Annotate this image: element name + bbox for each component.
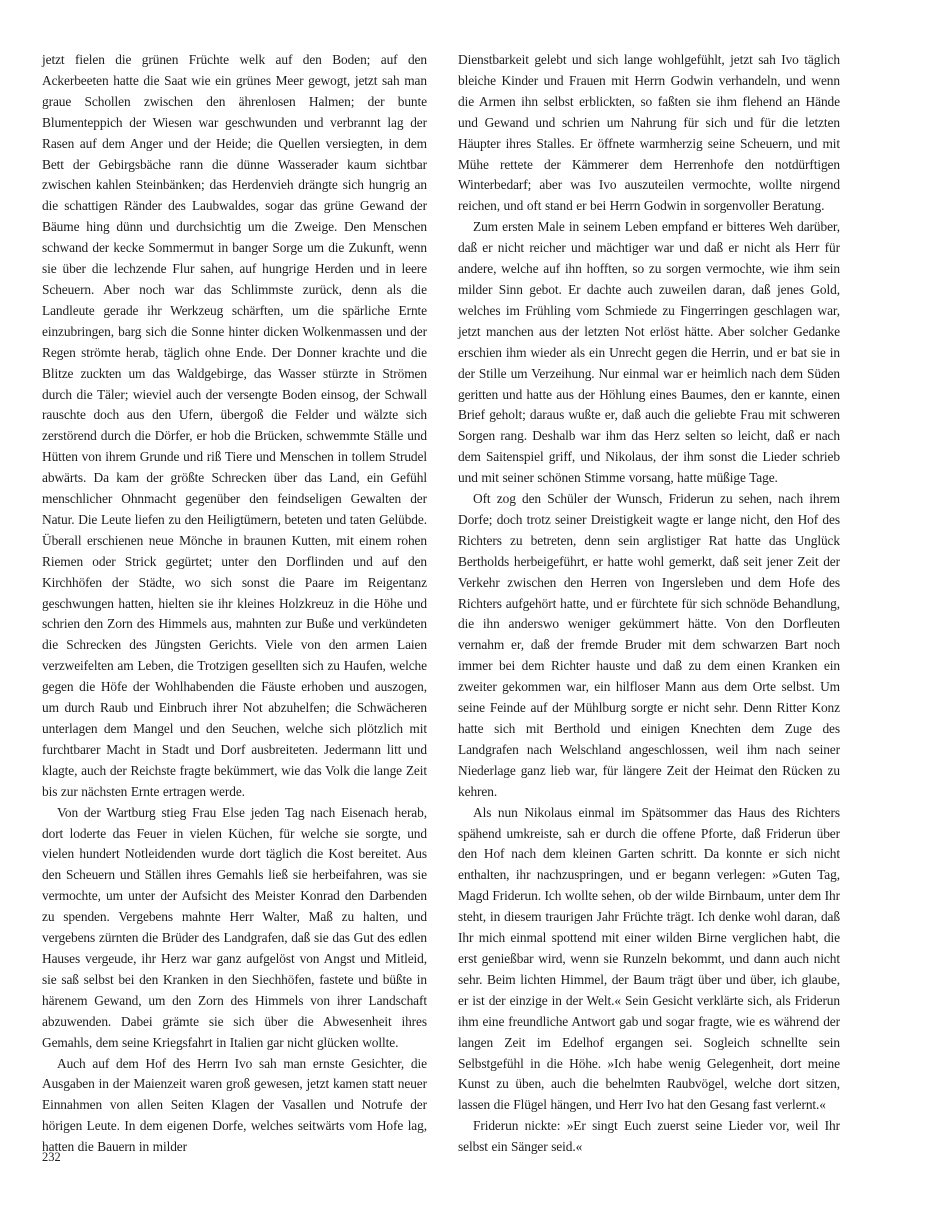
paragraph: Auch auf dem Hof des Herrn Ivo sah man ernste Gesichter, die Ausgaben in der Maienzeit waren groß gewesen, jetzt kamen statt neuer Einnahmen von allen Seiten Klagen der Vasallen und Notrufe der hörigen Leute. In dem eigenen Dorfe, welches seitwärts vom Hofe lag, hatten die Bauern in milder bbox=[42, 1055, 427, 1155]
right-column bbox=[458, 50, 840, 1158]
paragraph: Friderun nickte: »Er singt Euch zuerst seine Lieder vor, weil Ihr selbst ein Sänger seid.« bbox=[458, 1118, 840, 1155]
left-column bbox=[42, 50, 427, 1158]
paragraph: Dienstbarkeit gelebt und sich lange wohlgefühlt, jetzt sah Ivo täglich bleiche Kinder und Frauen mit Herrn Godwin verhandeln, und wenn die Armen ihn selbst erblickten, so faßten sie ihm flehend an Hände und Gewand und schrien um Nahrung für sich und für die letzten Häupter ihres Stalles. Er öffnete warmherzig seine Scheuern, und mit Mühe rettete der Kämmerer dem Herrenhofe den notdürftigen Winterbedarf; aber was Ivo auszuteilen vermochte, wollte nirgend reichen, und oft stand er bei Herrn Godwin in sorgenvoller Beratung. bbox=[458, 52, 840, 214]
text-block bbox=[42, 50, 840, 1158]
paragraph: Zum ersten Male in seinem Leben empfand er bitteres Weh darüber, daß er nicht reicher und mächtiger war und daß er nicht als Herr für andere, welche auf ihn hofften, so zu sorgen vermochte, wie ihm sein milder Sinn gebot. Er dachte auch zuweilen daran, daß jenes Gold, welches im Frühling vom Schmiede zu Fingerringen geschlagen war, jetzt manchen aus der letzten Not erlöst hätte. Aber solcher Gedanke erschien ihm wieder als ein Unrecht gegen die Herrin, und er bat sie in der Stille um Verzeihung. Nur einmal war er heimlich nach dem Süden geritten und hatte aus der Höhlung eines Baumes, den er kannte, einen Brief geholt; daraus wußte er, daß auch die geliebte Frau mit schweren Sorgen rang. Deshalb war ihm das Herz selten so leicht, daß er nach dem Saitenspiel griff, und Nikolaus, der ihm sonst die Lieder schrieb und mit seiner schönen Stimme vorsang, hatte müßige Tage. bbox=[458, 219, 840, 486]
paragraph: Oft zog den Schüler der Wunsch, Friderun zu sehen, nach ihrem Dorfe; doch trotz seiner Dreistigkeit wagte er lange nicht, den Hof des Richters zu betreten, denn sein arglistiger Rat hatte das Unglück Bertholds herbeigeführt, er hatte wohl gemerkt, daß seit jener Zeit der Verkehr zwischen den Herren von Ingersleben und dem Hofe des Richters aufgehört hatte, und er fürchtete für sich schnöde Behandlung, die ihn anderswo weniger gekümmert hätte. Von den Dorfleuten vernahm er, daß der fremde Bruder mit dem schwarzen Bart noch immer bei dem Richter hauste und daß zu dem einen Kranken ein zweiter gekommen war, ein hilfloser Mann aus dem Orte selbst. Um seine Feinde auf der Mühlburg sorgte er nicht sehr. Denn Ritter Konz hatte sich mit Berthold und einigen Knechten dem Zuge des Landgrafen nach Welschland angeschlossen, weil ihm nach seiner Niederlage ganz lieb war, für längere Zeit der Heimat den Rücken zu kehren. bbox=[458, 491, 840, 799]
paragraph: Von der Wartburg stieg Frau Else jeden Tag nach Eisenach herab, dort loderte das Feuer in vielen Küchen, für welche sie sorgte, und vielen hundert Notleidenden wurde dort täglich die Kost bereitet. Aus den Scheuern und Ställen ihres Gemahls ließ sie herbeifahren, was sie vermochte, um unter der Aufsicht des Meister Konrad den Darbenden zu spenden. Vergebens mahnte Herr Walter, Maß zu halten, und vergebens zürnten die Brüder des Landgrafen, daß sie das Gut des edlen Hauses vergeude, ihr Herz war ganz aufgelöst von Angst und Mitleid, sie saß selbst bei den Kranken in den Siechhöfen, fastete und büßte in härenem Gewand, um den Zorn des Himmels von ihrer Landschaft abzuwenden. Dabei grämte sie sich über die Abwesenheit ihres Gemahls, dem seine Kriegsfahrt in Italien gar nicht glücken wollte. bbox=[42, 804, 427, 1050]
paragraph: Als nun Nikolaus einmal im Spätsommer das Haus des Richters spähend umkreiste, sah er durch die offene Pforte, daß Friderun über den Hof nach dem kleinen Garten schritt. Da konnte er sich nicht enthalten, ihr nachzuspringen, und er begann verlegen: »Guten Tag, Magd Friderun. Ich wollte sehen, ob der wilde Birnbaum, unter dem Ihr steht, in diesem traurigen Jahr Früchte trägt. Ich denke wohl daran, daß Ihr mich einmal spottend mit einer wilden Birne verglichen habt, die erst genießbar wird, wenn sie Runzeln bekommt, und dann auch nicht sehr. Beim lichten Himmel, der Baum trägt über und über, ich glaube, er ist der einzige in der Welt.« Sein Gesicht verklärte sich, als Friderun ihm eine freundliche Antwort gab und sogar fragte, wie es während der langen Zeit im Edelhof ergangen sei. Sogleich schnellte sein Selbstgefühl in die Höhe. »Ich habe wenig Gelegenheit, dort meine Kunst zu üben, auch die behelmten Raubvögel, welche dort sitzen, lassen die Flügel hängen, und Herr Ivo hat den Gesang fast verlernt.« bbox=[458, 804, 840, 1113]
paragraph: jetzt fielen die grünen Früchte welk auf den Boden; auf den Ackerbeeten hatte die Saat wie ein grünes Meer gewogt, jetzt sah man graue Schollen zwischen den ährenlosen Halmen; der bunte Blumenteppich der Wiesen war geschwunden und verbrannt lag der Rasen auf dem Anger und der Heide; die Quellen versiegten, in dem Bett der Gebirgsbäche rann die dünne Wasserader kaum sichtbar zwischen kahlen Steinbänken; das Herdenvieh drängte sich hungrig an die schattigen Ränder des Laubwaldes, sogar das grüne Gewand der Bäume hing dünn und durchsichtig um die Zweige. Den Menschen schwand der kecke Sommermut in banger Sorge um die Zukunft, wenn sie über die lechzende Flur sahen, auf hungrige Herden und in leere Scheuern. Aber noch war das Schlimmste zurück, denn als die Landleute gerade ihr Werkzeug schärften, um die spärliche Ernte einzubringen, barg sich die Sonne hinter dicken Wolkenmassen und der Regen strömte herab, täglich ohne Ende. Der Donner krachte und die Blitze zuckten um das Waldgebirge, das Wasser stürzte in Strömen durch die Täler; wieviel auch der versengte Boden einsog, der Schwall rauschte doch aus den Ufern, übergoß die Felder und wälzte sich zerstörend durch die Dörfer, er hob die Brücken, schwemmte Ställe und Hütten von ihrem Grunde und riß Tiere und Menschen in tollem Strudel abwärts. Da kam der größte Schrecken über das Land, ein Gefühl menschlicher Ohnmacht gegenüber den feindseligen Gewalten der Natur. Die Leute liefen zu den Heiligtümern, beteten und taten Gelübde. Überall erschienen neue Mönche in braunen Kutten, mit einem rohen Riemen oder Strick gegürtet; unter den Dorflinden und auf den Kirchhöfen der Städte, wo sich sonst die Paare im Reigentanz geschwungen hatten, hielten sie ihr kleines Holzkreuz in die Höhe und schrien den Zorn des Himmels aus, mahnten zur Buße und verkündeten die Schrecken des Jüngsten Gerichts. Viele von den armen Laien verzweifelten am Leben, die Trotzigen gesellten sich zu Haufen, welche gegen die Höfe der Wohlhabenden die Fäuste erhoben und auszogen, um durch Raub und Einbruch ihrer Not abzuhelfen; die Schwächeren unterlagen dem Mangel und den Seuchen, welche sich plötzlich mit furchtbarer Macht in Stadt und Dorf ausbreiteten. Jedermann litt und klagte, auch der Reichste fragte bekümmert, wie das Volk die lange Zeit bis zur nächsten Ernte ertragen werde. bbox=[42, 52, 427, 799]
page-number: 232 bbox=[42, 1150, 61, 1164]
